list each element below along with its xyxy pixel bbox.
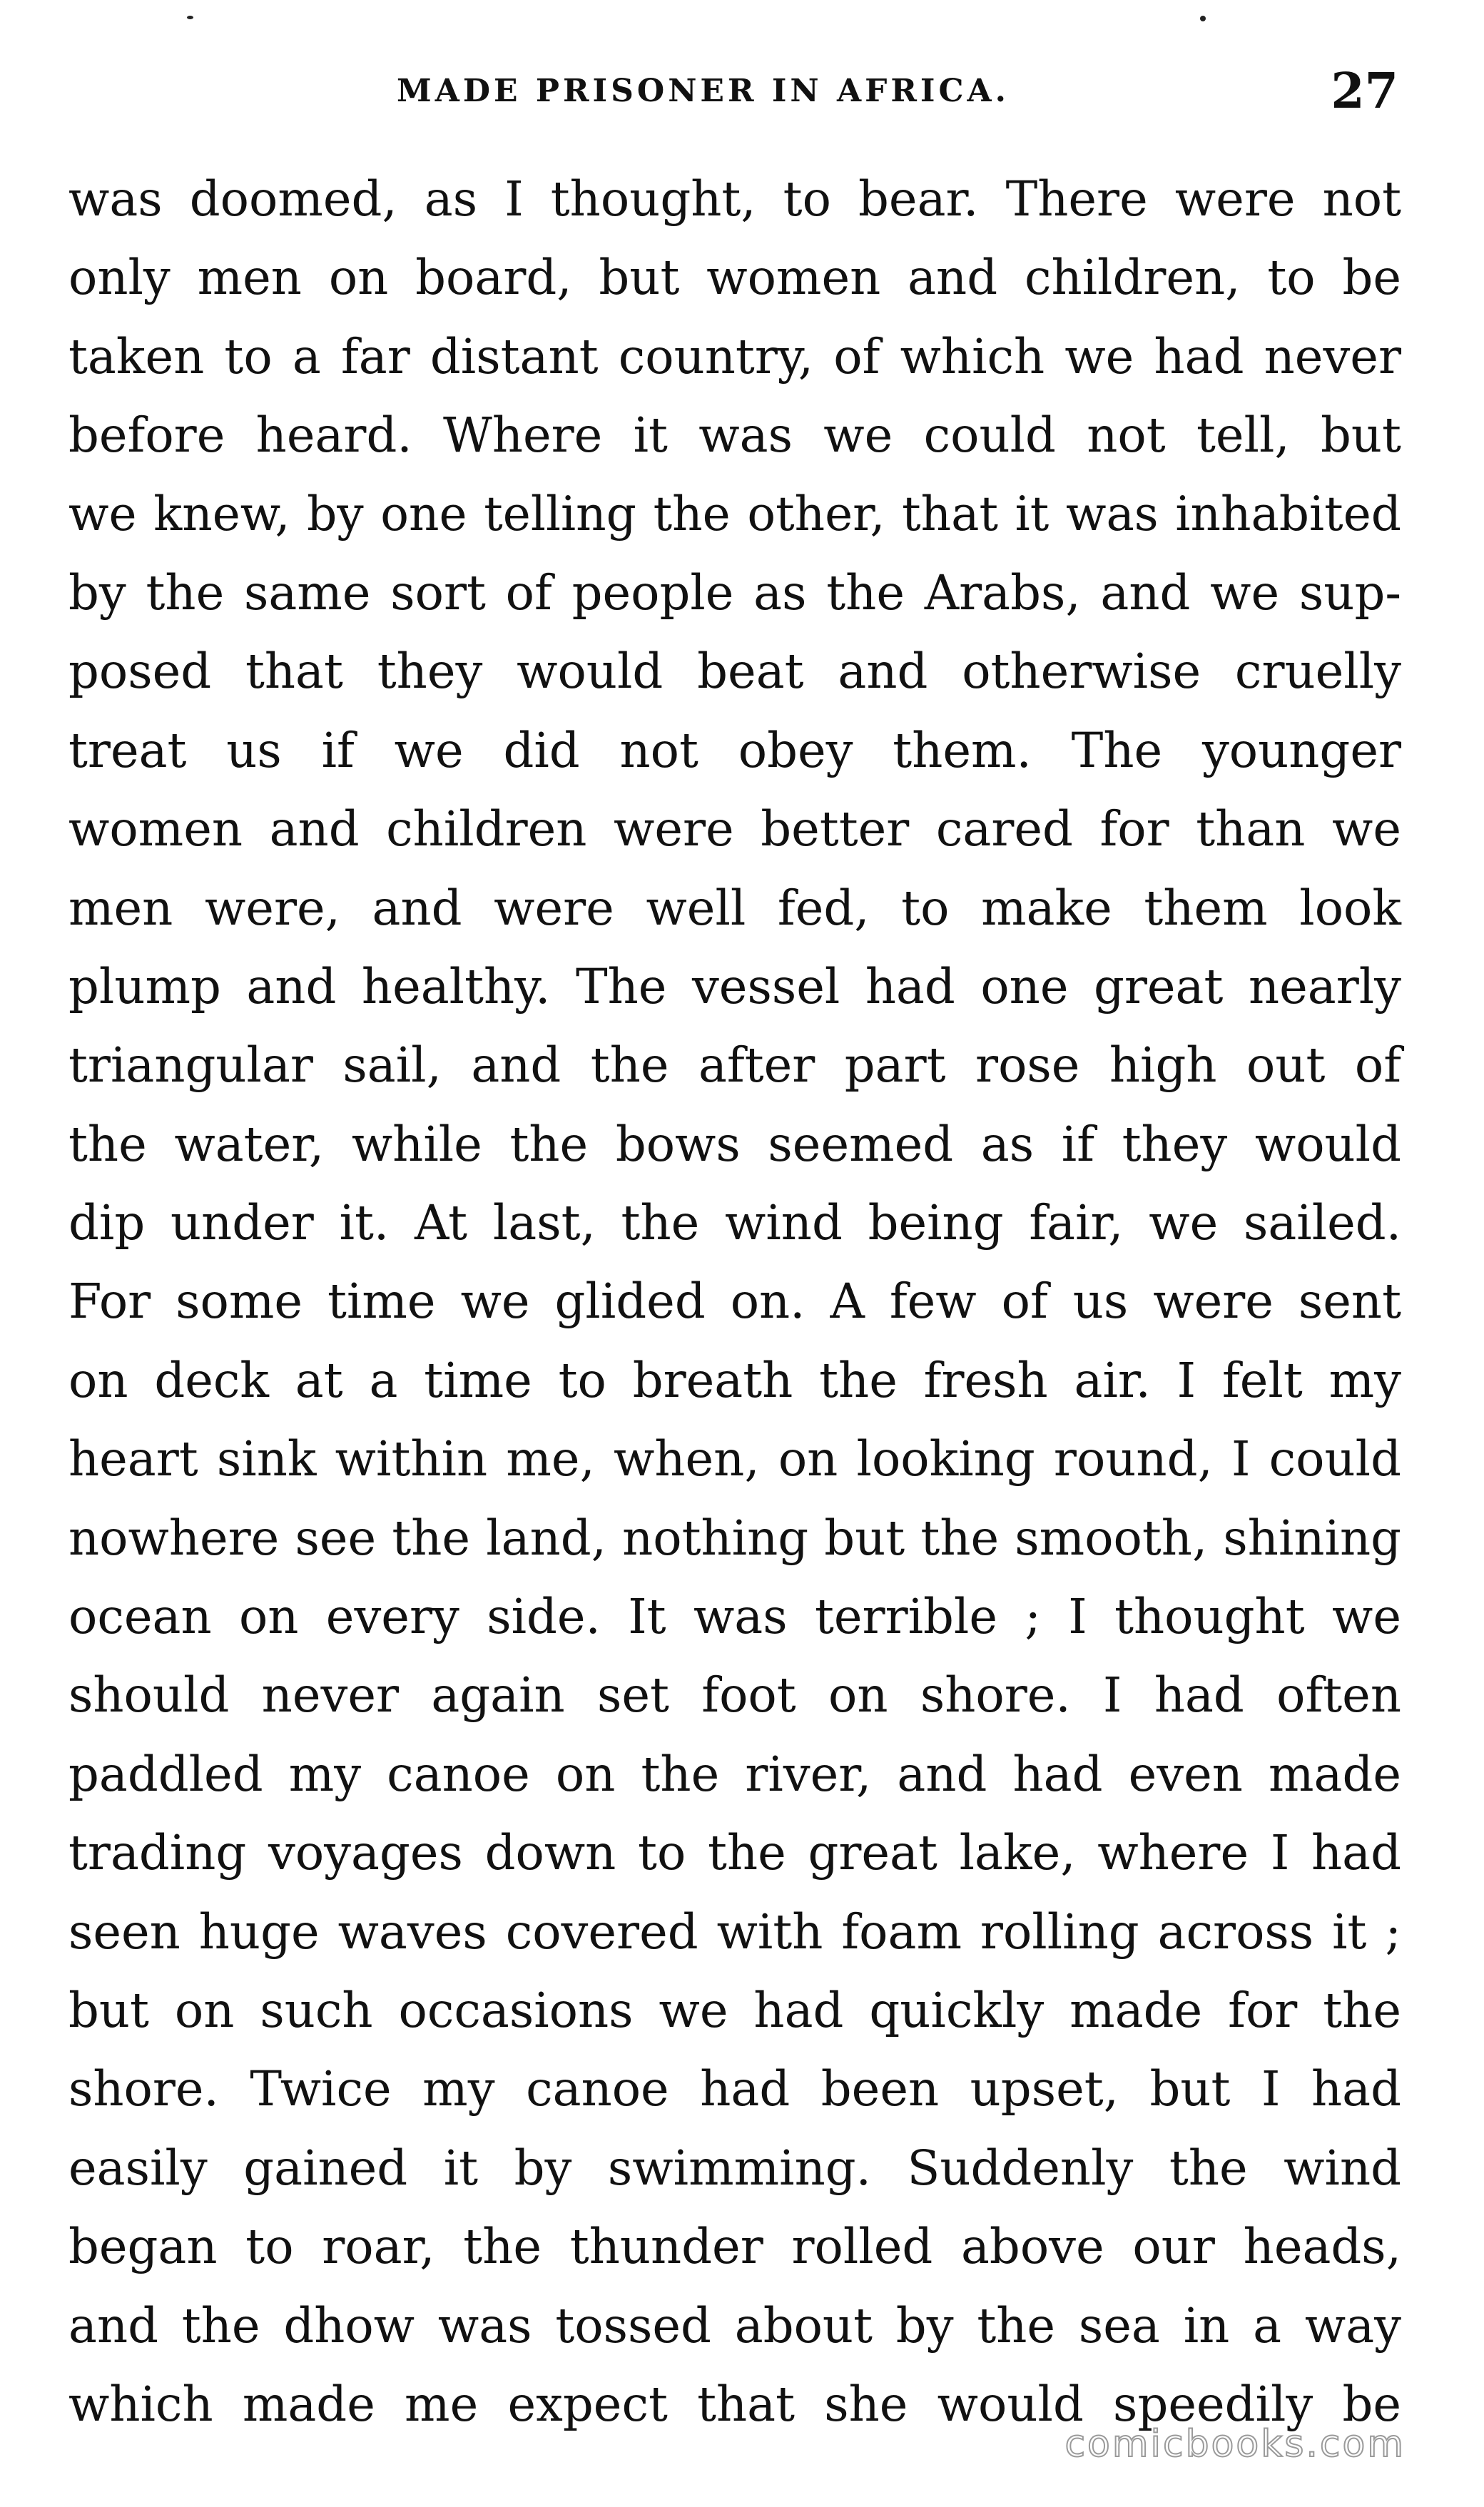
text-line: dip under it. At last, the wind being fair, we sailed. — [68, 1195, 1401, 1251]
text-line: which made me expect that she would speedily be — [68, 2376, 1401, 2432]
print-speck — [1200, 16, 1206, 21]
text-line: women and children were better cared for than we — [68, 801, 1401, 858]
text-line: the water, while the bows seemed as if they would — [68, 1116, 1401, 1172]
text-line: but on such occasions we had quickly made for the — [68, 1982, 1401, 2038]
text-line: on deck at a time to breath the fresh air. I felt my — [68, 1352, 1401, 1408]
text-line: only men on board, but women and children, to be — [68, 250, 1401, 306]
text-line: should never again set foot on shore. I had often — [68, 1667, 1401, 1724]
text-line: seen huge waves covered with foam rolling across it ; — [68, 1903, 1401, 1960]
text-line: was doomed, as I thought, to bear. There were not — [68, 171, 1401, 227]
text-line: began to roar, the thunder rolled above our heads, — [68, 2219, 1401, 2275]
text-line: treat us if we did not obey them. The younger — [68, 722, 1401, 778]
text-line: shore. Twice my canoe had been upset, but I had — [68, 2061, 1401, 2117]
text-line: paddled my canoe on the river, and had even made — [68, 1746, 1401, 1802]
text-line: taken to a far distant country, of which we had never — [68, 328, 1401, 385]
text-line: before heard. Where it was we could not tell, but — [68, 407, 1401, 464]
watermark: comicbooks.com — [1064, 2423, 1406, 2466]
text-line: by the same sort of people as the Arabs, and we sup- — [68, 564, 1401, 621]
text-line: ocean on every side. It was terrible ; I thought we — [68, 1589, 1401, 1645]
running-title: MADE PRISONER IN AFRICA. — [397, 73, 1010, 109]
page-header — [68, 61, 1403, 126]
text-line: nowhere see the land, nothing but the smooth, shining — [68, 1510, 1401, 1566]
text-line: heart sink within me, when, on looking round, I could — [68, 1431, 1401, 1488]
text-line: plump and healthy. The vessel had one great nearly — [68, 958, 1401, 1015]
text-line: we knew, by one telling the other, that it was inhabited — [68, 486, 1401, 541]
text-line: men were, and were well fed, to make them look — [68, 880, 1401, 936]
text-line: posed that they would beat and otherwise cruelly — [68, 644, 1401, 700]
text-line: triangular sail, and the after part rose high out of — [68, 1037, 1401, 1094]
text-line: trading voyages down to the great lake, where I had — [68, 1825, 1401, 1881]
text-line: and the dhow was tossed about by the sea in a way — [68, 2297, 1401, 2354]
text-line: easily gained it by swimming. Suddenly the wind — [68, 2140, 1401, 2196]
body-text — [68, 160, 1401, 2444]
text-line: For some time we glided on. A few of us were sent — [68, 1273, 1401, 1330]
page-number: 27 — [1331, 63, 1398, 120]
print-speck — [187, 16, 193, 19]
